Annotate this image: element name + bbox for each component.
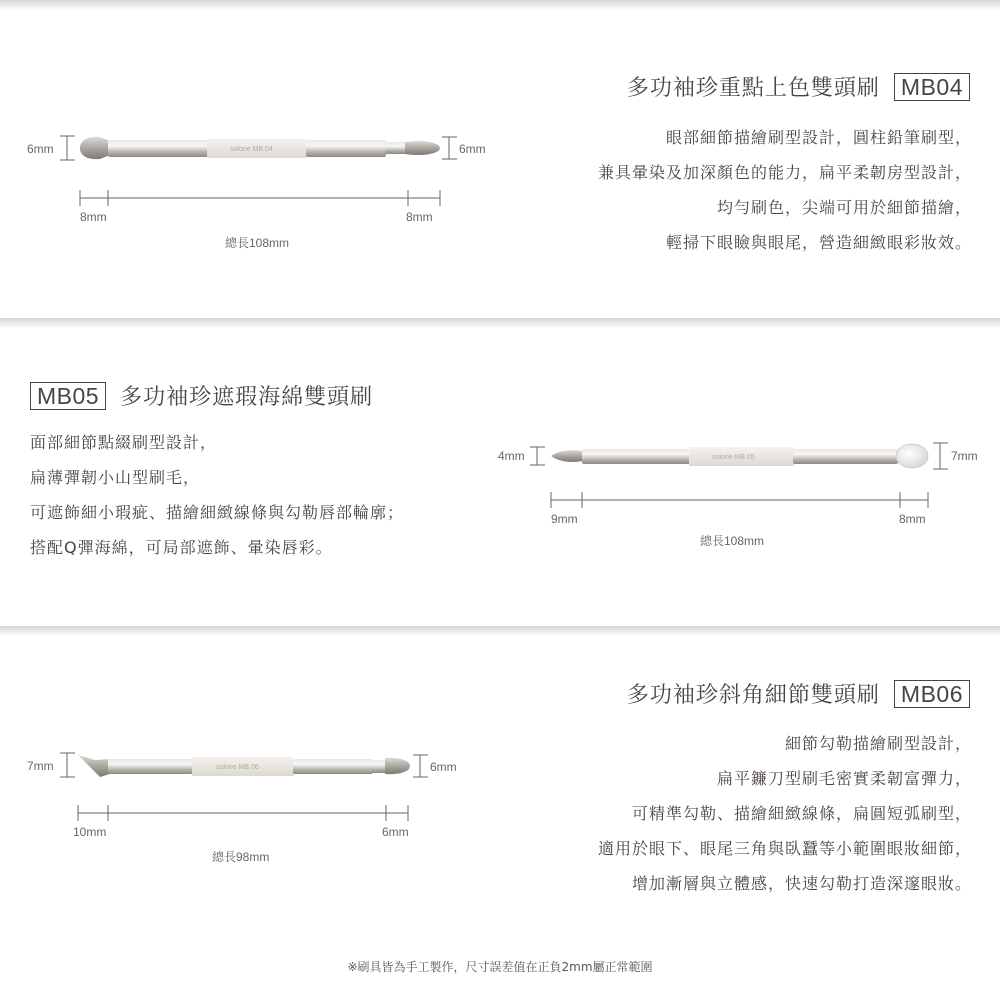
product-title-row [30,380,373,411]
left-length-label: 9mm [551,512,578,526]
total-length-label: 總長108mm [225,236,290,250]
description-line: 扁平鐮刀型刷毛密實柔韌富彈力， [716,769,972,788]
description-line: 可遮飾細小瑕疵、描繪細緻線條與勾勒唇部輪廓； [30,503,405,522]
description-line: 細節勾勒描繪刷型設計， [784,734,972,753]
brush-print: solone MB 05 [712,454,755,461]
description-line: 搭配Q彈海綿，可局部遮飾、暈染唇彩。 [30,538,333,557]
description-line: 輕掃下眼瞼與眼尾，營造細緻眼彩妝效。 [665,233,972,252]
brush-bristle [405,141,440,155]
section-divider [0,626,1000,636]
right-size-label: 6mm [459,142,486,156]
total-length-label: 總長108mm [700,534,765,548]
sponge-tip [896,444,928,468]
product-code: MB05 [30,382,106,410]
left-length-label: 8mm [80,210,107,224]
description-line: 增加漸層與立體感，快速勾勒打造深邃眼妝。 [631,874,972,893]
description-line: 面部細節點綴刷型設計， [30,433,218,452]
left-size-label: 6mm [27,142,54,156]
total-length-label: 總長98mm [212,850,270,864]
product-description [598,120,972,260]
product-title: 多功袖珍斜角細節雙頭刷 [626,683,880,708]
product-code: MB06 [894,680,970,708]
brush-ferrule [108,759,193,774]
brush-print: solone MB 06 [216,764,259,771]
section-divider [0,318,1000,328]
product-title-row [627,678,970,709]
left-size-label: 4mm [498,449,525,463]
description-line: 可精準勾勒、描繪細緻線條，扁圓短弧刷型， [631,804,972,823]
description-line: 適用於眼下、眼尾三角與臥蠶等小範圍眼妝細節， [597,839,972,858]
brush-bristle [385,758,410,774]
product-description [598,726,972,901]
brush-bristle [551,450,583,462]
brush-ferrule [108,140,208,157]
brush-bristle [78,755,110,777]
description-line: 扁薄彈韌小山型刷毛， [30,468,201,487]
brush-ferrule [582,449,690,464]
product-code: MB04 [894,73,970,101]
right-length-label: 8mm [406,210,433,224]
right-size-label: 7mm [951,449,978,463]
section-divider [0,0,1000,10]
product-title: 多功袖珍重點上色雙頭刷 [626,76,880,101]
right-length-label: 6mm [382,825,409,839]
brush-print: solone MB 04 [230,146,273,153]
product-title: 多功袖珍遮瑕海綿雙頭刷 [120,385,374,410]
brush-bristle [80,137,110,159]
description-line: 兼具暈染及加深顏色的能力，扁平柔韌房型設計， [597,163,972,182]
footnote: ※刷具皆為手工製作，尺寸誤差值在正負2mm屬正常範圍 [347,960,653,974]
left-length-label: 10mm [73,825,107,839]
product-title-row [627,71,970,102]
description-line: 眼部細節描繪刷型設計，圓柱鉛筆刷型， [665,128,972,147]
description-line: 均勻刷色，尖端可用於細節描繪， [716,198,972,217]
right-size-label: 6mm [430,760,457,774]
right-length-label: 8mm [899,512,926,526]
left-size-label: 7mm [27,759,54,773]
